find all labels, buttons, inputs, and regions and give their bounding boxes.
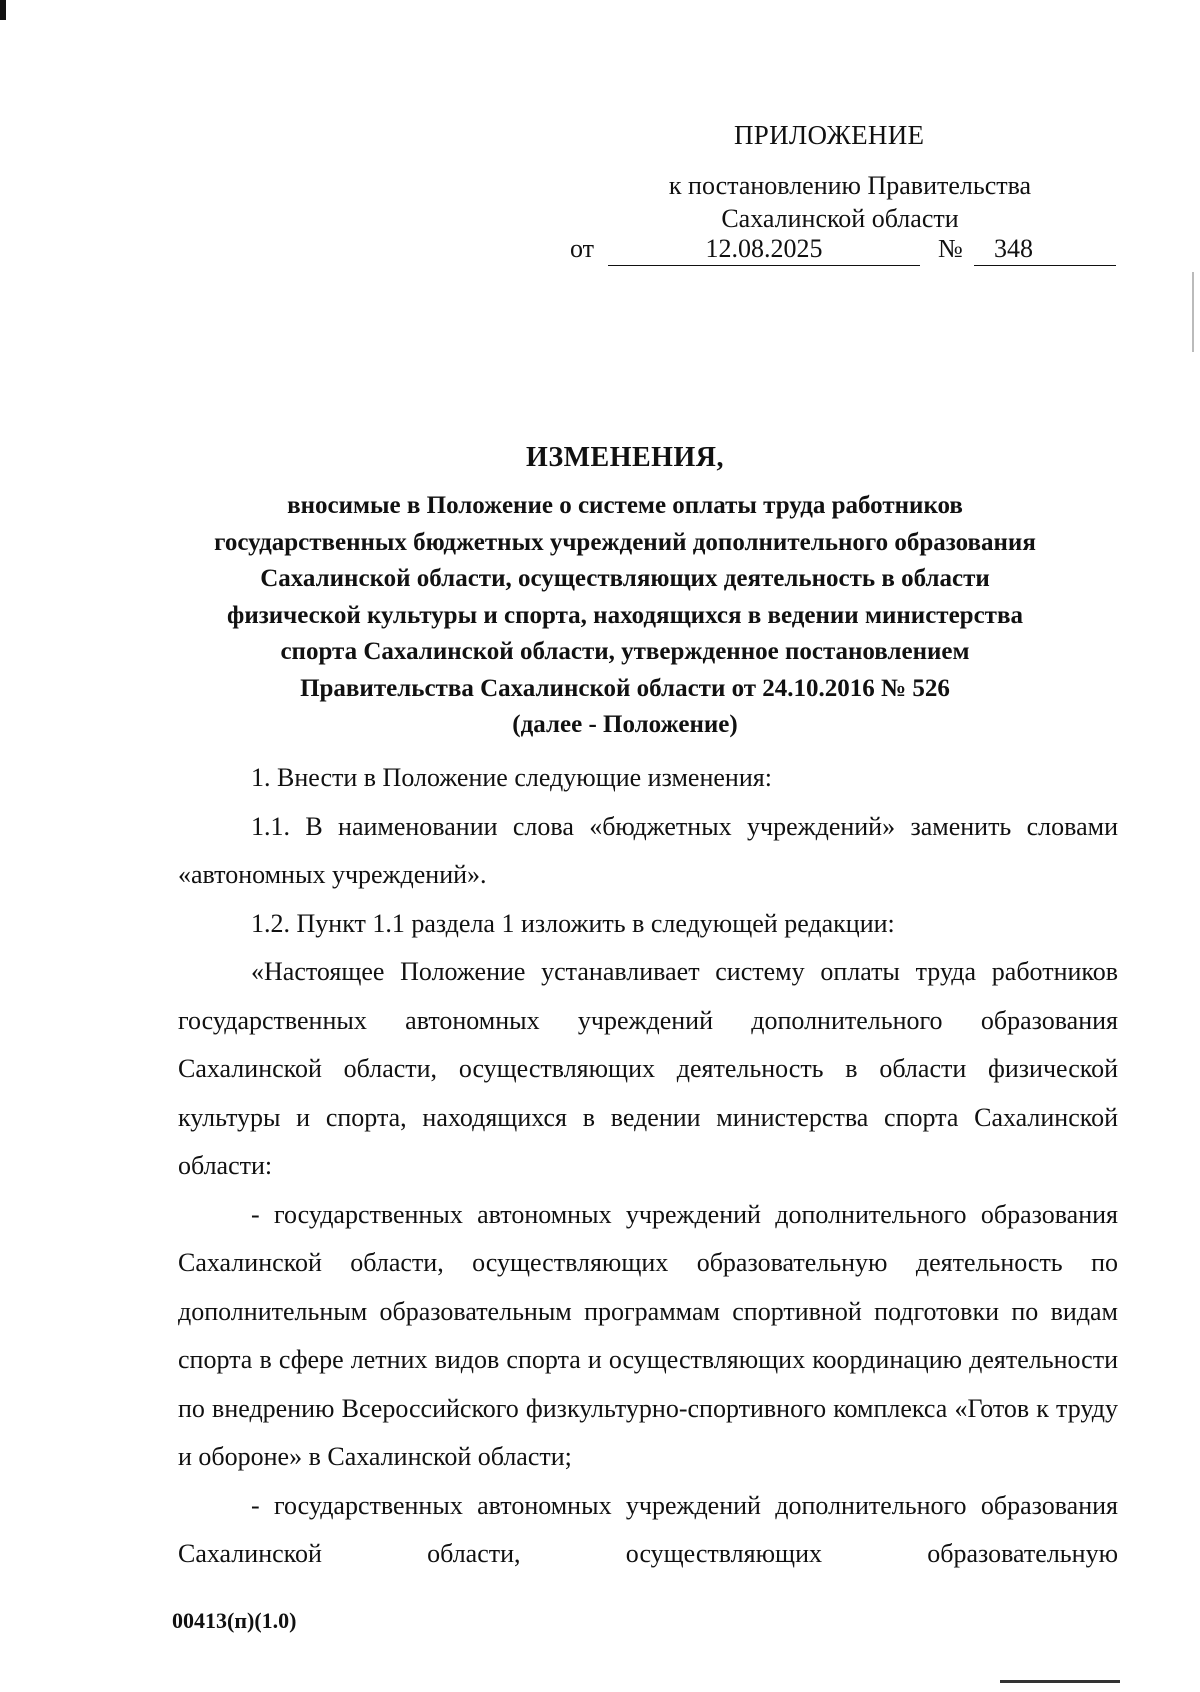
scan-artifact [0, 0, 6, 20]
title-subtitle [170, 488, 1080, 744]
title-sub-line: вносимые в Положение о системе оплаты труда работников [287, 492, 963, 519]
scan-artifact [1000, 1680, 1120, 1683]
paragraph-1-2: 1.2. Пункт 1.1 раздела 1 изложить в следующей редакции: [251, 908, 895, 938]
title-sub-line: Правительства Сахалинской области от 24.10.2016 № 526 [300, 674, 950, 702]
appendix-line-2: Сахалинской области [721, 204, 959, 233]
scan-artifact [1192, 272, 1194, 352]
number-sign: № [938, 234, 963, 263]
title-sub-line: государственных бюджетных учреждений дополнительного образования [214, 528, 1036, 556]
title-sub-line: (далее - Положение) [512, 711, 738, 738]
document-title [170, 442, 1080, 744]
title-main: ИЗМЕНЕНИЯ, [526, 442, 724, 473]
document-code: 00413(п)(1.0) [172, 1608, 297, 1633]
paragraph-quote: «Настоящее Положение устанавливает систему оплаты труда работников государственных автономных учреждений дополнительного образования Сахалинской области, осуществляющих деятельность в области физической культуры и спорта, находящихся в ведении министерства спорта Сахалинской области: [178, 957, 1118, 1180]
paragraph-1: 1. Внести в Положение следующие изменения: [251, 763, 772, 792]
title-sub-line: Сахалинской области, осуществляющих деятельность в области [260, 565, 990, 592]
decree-date: 12.08.2025 [608, 234, 920, 266]
title-sub-line: спорта Сахалинской области, утвержденное постановлением [280, 638, 970, 665]
appendix-heading: ПРИЛОЖЕНИЕ [734, 120, 925, 150]
from-label: от [570, 234, 595, 263]
appendix-line-1: к постановлению Правительства [668, 171, 1032, 200]
paragraph-1-1: 1.1. В наименовании слова «бюджетных учреждений» заменить словами «автономных учреждений». [178, 811, 1118, 889]
list-item-dash-1: - государственных автономных учреждений дополнительного образования Сахалинской области, осуществляющих образовательную деятельность по дополнительным образовательным программам спортивной подготовки по видам спорта в сфере летних видов спорта и осуществляющих координацию деятельности по внедрению Всероссийского физкультурно-спортивного комплекса «Готов к труду и обороне» в Сахалинской области; [178, 1199, 1118, 1471]
decree-number: 348 [974, 234, 1116, 266]
list-item-dash-2: - государственных автономных учреждений дополнительного образования Сахалинской области, осуществляющих образовательную [178, 1490, 1118, 1568]
decree-date-number [570, 234, 1120, 268]
document-body [178, 754, 1118, 1579]
title-sub-line: физической культуры и спорта, находящихся в ведении министерства [227, 601, 1023, 629]
